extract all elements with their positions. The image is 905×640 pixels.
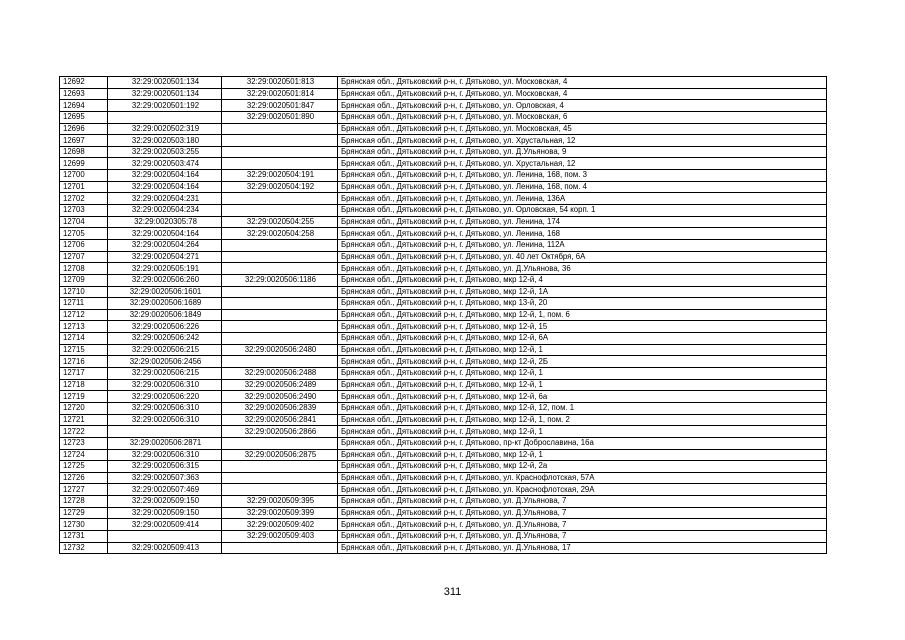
cadastral-number-cell: 32:29:0020506:310 (108, 402, 222, 414)
cadastral-number-cell: 32:29:0020506:242 (108, 333, 222, 345)
cadastral-number-cell: 32:29:0020505:191 (108, 263, 222, 275)
address-cell: Брянская обл., Дятьковский р-н, г. Дятьково, мкр 12-й, 1 (338, 368, 827, 380)
cadastral-number-cell (108, 530, 222, 542)
table-row (60, 484, 827, 496)
cadastral-number-cell: 32:29:0020506:215 (108, 368, 222, 380)
cadastral-number-cell (108, 426, 222, 438)
object-cadastral-number-cell (222, 461, 338, 473)
address-cell: Брянская обл., Дятьковский р-н, г. Дятьково, мкр 12-й, 2а (338, 461, 827, 473)
row-number-cell: 12716 (60, 356, 108, 368)
address-cell: Брянская обл., Дятьковский р-н, г. Дятьково, ул. Хрустальная, 12 (338, 135, 827, 147)
address-cell: Брянская обл., Дятьковский р-н, г. Дятьково, ул. Ленина, 136А (338, 193, 827, 205)
address-cell: Брянская обл., Дятьковский р-н, г. Дятьково, ул. Д.Ульянова, 17 (338, 542, 827, 554)
table-row (60, 414, 827, 426)
cadastral-number-cell: 32:29:0020506:1689 (108, 298, 222, 310)
row-number-cell: 12731 (60, 530, 108, 542)
cadastral-number-cell: 32:29:0020305:78 (108, 216, 222, 228)
address-cell: Брянская обл., Дятьковский р-н, г. Дятьково, ул. Краснофлотская, 57А (338, 472, 827, 484)
cadastral-number-cell: 32:29:0020503:255 (108, 146, 222, 158)
cadastral-number-cell: 32:29:0020507:469 (108, 484, 222, 496)
table-row (60, 449, 827, 461)
address-cell: Брянская обл., Дятьковский р-н, г. Дятьково, мкр 12-й, 12, пом. 1 (338, 402, 827, 414)
address-cell: Брянская обл., Дятьковский р-н, г. Дятьково, ул. Д.Ульянова, 7 (338, 507, 827, 519)
object-cadastral-number-cell (222, 286, 338, 298)
cadastral-number-cell: 32:29:0020507:363 (108, 472, 222, 484)
table-row (60, 170, 827, 182)
cadastral-number-cell: 32:29:0020504:264 (108, 239, 222, 251)
object-cadastral-number-cell (222, 484, 338, 496)
cadastral-number-cell: 32:29:0020506:226 (108, 321, 222, 333)
address-cell: Брянская обл., Дятьковский р-н, г. Дятьково, мкр 12-й, 1 (338, 449, 827, 461)
cadastral-number-cell: 32:29:0020501:134 (108, 88, 222, 100)
object-cadastral-number-cell: 32:29:0020509:402 (222, 519, 338, 531)
row-number-cell: 12701 (60, 181, 108, 193)
address-cell: Брянская обл., Дятьковский р-н, г. Дятьково, пр-кт Доброславина, 16а (338, 437, 827, 449)
row-number-cell: 12709 (60, 274, 108, 286)
object-cadastral-number-cell (222, 193, 338, 205)
cadastral-number-cell: 32:29:0020506:310 (108, 379, 222, 391)
cadastral-number-cell: 32:29:0020509:150 (108, 496, 222, 508)
object-cadastral-number-cell (222, 146, 338, 158)
cadastral-number-cell: 32:29:0020506:1601 (108, 286, 222, 298)
table-row (60, 88, 827, 100)
row-number-cell: 12703 (60, 205, 108, 217)
row-number-cell: 12722 (60, 426, 108, 438)
row-number-cell: 12725 (60, 461, 108, 473)
cadastral-number-cell: 32:29:0020506:310 (108, 414, 222, 426)
table-row (60, 239, 827, 251)
object-cadastral-number-cell (222, 542, 338, 554)
row-number-cell: 12693 (60, 88, 108, 100)
object-cadastral-number-cell: 32:29:0020501:813 (222, 77, 338, 89)
row-number-cell: 12692 (60, 77, 108, 89)
table-row (60, 461, 827, 473)
address-cell: Брянская обл., Дятьковский р-н, г. Дятьково, ул. Орловская, 4 (338, 100, 827, 112)
property-table (59, 76, 827, 554)
table-row (60, 77, 827, 89)
row-number-cell: 12732 (60, 542, 108, 554)
row-number-cell: 12700 (60, 170, 108, 182)
row-number-cell: 12702 (60, 193, 108, 205)
row-number-cell: 12699 (60, 158, 108, 170)
table-row (60, 519, 827, 531)
row-number-cell: 12705 (60, 228, 108, 240)
cadastral-number-cell: 32:29:0020506:260 (108, 274, 222, 286)
row-number-cell: 12698 (60, 146, 108, 158)
row-number-cell: 12697 (60, 135, 108, 147)
address-cell: Брянская обл., Дятьковский р-н, г. Дятьково, мкр 12-й, 1 (338, 344, 827, 356)
object-cadastral-number-cell (222, 263, 338, 275)
table-row (60, 321, 827, 333)
object-cadastral-number-cell (222, 123, 338, 135)
object-cadastral-number-cell: 32:29:0020509:395 (222, 496, 338, 508)
address-cell: Брянская обл., Дятьковский р-н, г. Дятьково, ул. Московская, 4 (338, 77, 827, 89)
address-cell: Брянская обл., Дятьковский р-н, г. Дятьково, ул. 40 лет Октября, 6А (338, 251, 827, 263)
table-row (60, 309, 827, 321)
object-cadastral-number-cell: 32:29:0020506:2841 (222, 414, 338, 426)
address-cell: Брянская обл., Дятьковский р-н, г. Дятьково, ул. Ленина, 112А (338, 239, 827, 251)
address-cell: Брянская обл., Дятьковский р-н, г. Дятьково, мкр 12-й, 4 (338, 274, 827, 286)
cadastral-number-cell: 32:29:0020504:234 (108, 205, 222, 217)
address-cell: Брянская обл., Дятьковский р-н, г. Дятьково, ул. Краснофлотская, 29А (338, 484, 827, 496)
address-cell: Брянская обл., Дятьковский р-н, г. Дятьково, ул. Ленина, 174 (338, 216, 827, 228)
cadastral-number-cell (108, 111, 222, 123)
row-number-cell: 12724 (60, 449, 108, 461)
cadastral-number-cell: 32:29:0020506:220 (108, 391, 222, 403)
object-cadastral-number-cell: 32:29:0020506:2866 (222, 426, 338, 438)
table-row (60, 193, 827, 205)
object-cadastral-number-cell (222, 309, 338, 321)
row-number-cell: 12729 (60, 507, 108, 519)
row-number-cell: 12712 (60, 309, 108, 321)
row-number-cell: 12695 (60, 111, 108, 123)
object-cadastral-number-cell: 32:29:0020504:192 (222, 181, 338, 193)
page-number: 311 (443, 586, 462, 598)
address-cell: Брянская обл., Дятьковский р-н, г. Дятьково, ул. Московская, 6 (338, 111, 827, 123)
address-cell: Брянская обл., Дятьковский р-н, г. Дятьково, мкр 12-й, 1, пом. 2 (338, 414, 827, 426)
table-row (60, 123, 827, 135)
property-table-body (60, 77, 827, 554)
cadastral-number-cell: 32:29:0020504:164 (108, 228, 222, 240)
table-row (60, 333, 827, 345)
cadastral-number-cell: 32:29:0020503:474 (108, 158, 222, 170)
cadastral-number-cell: 32:29:0020506:2456 (108, 356, 222, 368)
row-number-cell: 12714 (60, 333, 108, 345)
cadastral-number-cell: 32:29:0020509:150 (108, 507, 222, 519)
address-cell: Брянская обл., Дятьковский р-н, г. Дятьково, ул. Д.Ульянова, 7 (338, 530, 827, 542)
table-row (60, 228, 827, 240)
table-row (60, 356, 827, 368)
address-cell: Брянская обл., Дятьковский р-н, г. Дятьково, ул. Орловская, 54 корп. 1 (338, 205, 827, 217)
object-cadastral-number-cell: 32:29:0020506:2489 (222, 379, 338, 391)
object-cadastral-number-cell (222, 437, 338, 449)
table-row (60, 286, 827, 298)
address-cell: Брянская обл., Дятьковский р-н, г. Дятьково, ул. Московская, 4 (338, 88, 827, 100)
row-number-cell: 12713 (60, 321, 108, 333)
table-row (60, 530, 827, 542)
address-cell: Брянская обл., Дятьковский р-н, г. Дятьково, мкр 12-й, 15 (338, 321, 827, 333)
row-number-cell: 12730 (60, 519, 108, 531)
address-cell: Брянская обл., Дятьковский р-н, г. Дятьково, мкр 12-й, 1 (338, 426, 827, 438)
object-cadastral-number-cell (222, 298, 338, 310)
table-row (60, 181, 827, 193)
table-row (60, 368, 827, 380)
table-row (60, 263, 827, 275)
table-row (60, 216, 827, 228)
object-cadastral-number-cell: 32:29:0020501:814 (222, 88, 338, 100)
object-cadastral-number-cell: 32:29:0020509:403 (222, 530, 338, 542)
object-cadastral-number-cell: 32:29:0020506:2480 (222, 344, 338, 356)
table-row (60, 437, 827, 449)
row-number-cell: 12706 (60, 239, 108, 251)
cadastral-number-cell: 32:29:0020504:271 (108, 251, 222, 263)
address-cell: Брянская обл., Дятьковский р-н, г. Дятьково, ул. Ленина, 168, пом. 3 (338, 170, 827, 182)
table-row (60, 391, 827, 403)
address-cell: Брянская обл., Дятьковский р-н, г. Дятьково, мкр 12-й, 1А (338, 286, 827, 298)
row-number-cell: 12726 (60, 472, 108, 484)
table-row (60, 146, 827, 158)
table-row (60, 426, 827, 438)
object-cadastral-number-cell: 32:29:0020506:1186 (222, 274, 338, 286)
object-cadastral-number-cell (222, 356, 338, 368)
table-row (60, 507, 827, 519)
address-cell: Брянская обл., Дятьковский р-н, г. Дятьково, мкр 13-й, 20 (338, 298, 827, 310)
cadastral-number-cell: 32:29:0020506:310 (108, 449, 222, 461)
row-number-cell: 12715 (60, 344, 108, 356)
cadastral-number-cell: 32:29:0020502:319 (108, 123, 222, 135)
object-cadastral-number-cell: 32:29:0020506:2488 (222, 368, 338, 380)
row-number-cell: 12708 (60, 263, 108, 275)
address-cell: Брянская обл., Дятьковский р-н, г. Дятьково, мкр 12-й, 6А (338, 333, 827, 345)
row-number-cell: 12719 (60, 391, 108, 403)
address-cell: Брянская обл., Дятьковский р-н, г. Дятьково, ул. Д.Ульянова, 9 (338, 146, 827, 158)
object-cadastral-number-cell (222, 158, 338, 170)
table-row (60, 542, 827, 554)
cadastral-number-cell: 32:29:0020506:315 (108, 461, 222, 473)
object-cadastral-number-cell (222, 239, 338, 251)
cadastral-number-cell: 32:29:0020506:1849 (108, 309, 222, 321)
address-cell: Брянская обл., Дятьковский р-н, г. Дятьково, ул. Д.Ульянова, 36 (338, 263, 827, 275)
object-cadastral-number-cell: 32:29:0020501:847 (222, 100, 338, 112)
row-number-cell: 12727 (60, 484, 108, 496)
row-number-cell: 12723 (60, 437, 108, 449)
row-number-cell: 12717 (60, 368, 108, 380)
address-cell: Брянская обл., Дятьковский р-н, г. Дятьково, ул. Ленина, 168, пом. 4 (338, 181, 827, 193)
cadastral-number-cell: 32:29:0020506:215 (108, 344, 222, 356)
table-row (60, 100, 827, 112)
address-cell: Брянская обл., Дятьковский р-н, г. Дятьково, ул. Д.Ульянова, 7 (338, 496, 827, 508)
table-row (60, 379, 827, 391)
table-row (60, 402, 827, 414)
row-number-cell: 12694 (60, 100, 108, 112)
row-number-cell: 12707 (60, 251, 108, 263)
object-cadastral-number-cell (222, 321, 338, 333)
cadastral-number-cell: 32:29:0020504:164 (108, 170, 222, 182)
cadastral-number-cell: 32:29:0020501:192 (108, 100, 222, 112)
object-cadastral-number-cell: 32:29:0020501:890 (222, 111, 338, 123)
object-cadastral-number-cell: 32:29:0020506:2839 (222, 402, 338, 414)
row-number-cell: 12710 (60, 286, 108, 298)
object-cadastral-number-cell: 32:29:0020506:2490 (222, 391, 338, 403)
table-row (60, 274, 827, 286)
row-number-cell: 12711 (60, 298, 108, 310)
address-cell: Брянская обл., Дятьковский р-н, г. Дятьково, мкр 12-й, 1, пом. 6 (338, 309, 827, 321)
table-row (60, 496, 827, 508)
cadastral-number-cell: 32:29:0020504:164 (108, 181, 222, 193)
object-cadastral-number-cell (222, 333, 338, 345)
row-number-cell: 12720 (60, 402, 108, 414)
address-cell: Брянская обл., Дятьковский р-н, г. Дятьково, ул. Московская, 45 (338, 123, 827, 135)
address-cell: Брянская обл., Дятьковский р-н, г. Дятьково, ул. Ленина, 168 (338, 228, 827, 240)
row-number-cell: 12718 (60, 379, 108, 391)
table-row (60, 251, 827, 263)
object-cadastral-number-cell: 32:29:0020506:2875 (222, 449, 338, 461)
object-cadastral-number-cell: 32:29:0020504:255 (222, 216, 338, 228)
object-cadastral-number-cell (222, 251, 338, 263)
object-cadastral-number-cell: 32:29:0020504:191 (222, 170, 338, 182)
object-cadastral-number-cell (222, 135, 338, 147)
row-number-cell: 12704 (60, 216, 108, 228)
object-cadastral-number-cell: 32:29:0020509:399 (222, 507, 338, 519)
row-number-cell: 12728 (60, 496, 108, 508)
table-row (60, 158, 827, 170)
address-cell: Брянская обл., Дятьковский р-н, г. Дятьково, ул. Д.Ульянова, 7 (338, 519, 827, 531)
object-cadastral-number-cell (222, 472, 338, 484)
address-cell: Брянская обл., Дятьковский р-н, г. Дятьково, мкр 12-й, 2Б (338, 356, 827, 368)
cadastral-number-cell: 32:29:0020504:231 (108, 193, 222, 205)
table-row (60, 111, 827, 123)
row-number-cell: 12721 (60, 414, 108, 426)
table-row (60, 344, 827, 356)
cadastral-number-cell: 32:29:0020509:413 (108, 542, 222, 554)
object-cadastral-number-cell: 32:29:0020504:258 (222, 228, 338, 240)
address-cell: Брянская обл., Дятьковский р-н, г. Дятьково, ул. Хрустальная, 12 (338, 158, 827, 170)
address-cell: Брянская обл., Дятьковский р-н, г. Дятьково, мкр 12-й, 1 (338, 379, 827, 391)
cadastral-number-cell: 32:29:0020506:2871 (108, 437, 222, 449)
table-row (60, 472, 827, 484)
table-row (60, 298, 827, 310)
object-cadastral-number-cell (222, 205, 338, 217)
cadastral-number-cell: 32:29:0020509:414 (108, 519, 222, 531)
address-cell: Брянская обл., Дятьковский р-н, г. Дятьково, мкр 12-й, 6а (338, 391, 827, 403)
cadastral-number-cell: 32:29:0020501:134 (108, 77, 222, 89)
table-row (60, 135, 827, 147)
row-number-cell: 12696 (60, 123, 108, 135)
cadastral-number-cell: 32:29:0020503:180 (108, 135, 222, 147)
table-row (60, 205, 827, 217)
